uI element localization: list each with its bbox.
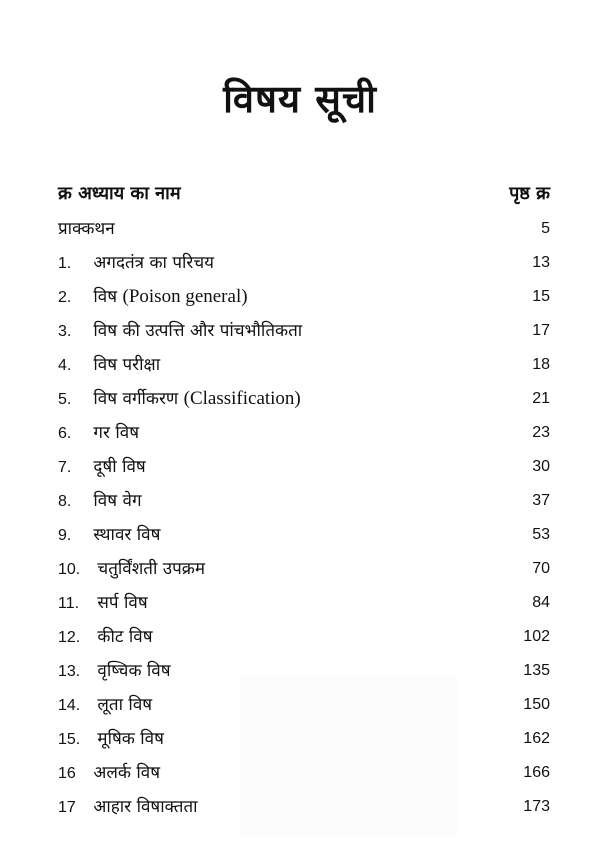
toc-entry-number: 5. <box>58 391 72 408</box>
toc-entry-page: 15 <box>532 288 550 305</box>
toc-entry-number: 2. <box>58 289 72 306</box>
toc-entry-number: 1. <box>58 255 72 272</box>
toc-entry-label: प्राक्कथन <box>58 219 115 239</box>
toc-entry-number: 12. <box>58 629 81 646</box>
toc-entry-label: गर विष <box>93 423 140 443</box>
toc-entry-label: मूषिक विष <box>97 729 164 749</box>
toc-list <box>58 214 550 826</box>
toc-entry[interactable] <box>58 486 550 520</box>
toc-entry-number: 9. <box>58 527 72 544</box>
toc-entry-label: लूता विष <box>97 695 153 715</box>
toc-entry[interactable] <box>58 452 550 486</box>
toc-entry[interactable] <box>58 418 550 452</box>
toc-entry-label: विष वेग <box>93 491 142 511</box>
toc-entry-number: 15. <box>58 731 81 748</box>
toc-entry-label: दूषी विष <box>93 457 146 477</box>
toc-entry-label: आहार विषाक्तता <box>93 797 198 817</box>
toc-entry-page: 53 <box>532 526 550 543</box>
toc-entry-page: 102 <box>523 628 550 645</box>
toc-entry-label: विष (Poison general) <box>93 286 248 307</box>
toc-entry-number: 14. <box>58 697 81 714</box>
toc-entry[interactable] <box>58 282 550 316</box>
toc-entry-preface[interactable] <box>58 214 550 248</box>
toc-header <box>58 180 550 208</box>
toc-entry-page: 17 <box>532 322 550 339</box>
toc-entry-label: सर्प विष <box>97 593 148 613</box>
toc-entry-label: स्थावर विष <box>93 525 161 545</box>
toc-entry-page: 166 <box>523 764 550 781</box>
toc-entry[interactable] <box>58 690 550 724</box>
toc-entry-number: 8. <box>58 493 72 510</box>
toc-entry[interactable] <box>58 792 550 826</box>
toc-entry-label: कीट विष <box>97 627 153 647</box>
toc-entry-number: 7. <box>58 459 72 476</box>
toc-entry-page: 150 <box>523 696 550 713</box>
toc-entry-number: 11. <box>58 595 80 612</box>
toc-header-page: पृष्ठ क्र <box>509 183 550 204</box>
toc-entry-page: 70 <box>532 560 550 577</box>
toc-entry-label: अलर्क विष <box>93 763 161 783</box>
toc-entry-number: 6. <box>58 425 72 442</box>
toc-entry[interactable] <box>58 588 550 622</box>
toc-entry-page: 30 <box>532 458 550 475</box>
toc-entry-page: 162 <box>523 730 550 747</box>
toc-entry-page: 13 <box>532 254 550 271</box>
toc-header-chapter: क्र अध्याय का नाम <box>58 183 181 204</box>
toc-entry[interactable] <box>58 758 550 792</box>
toc-entry[interactable] <box>58 656 550 690</box>
toc-entry[interactable] <box>58 520 550 554</box>
page-title: विषय सूची <box>223 77 377 121</box>
toc-entry-label: चतुर्विंशती उपक्रम <box>97 559 205 579</box>
toc-entry-number: 4. <box>58 357 72 374</box>
toc-entry[interactable] <box>58 724 550 758</box>
toc-entry-number: 13. <box>58 663 81 680</box>
toc-entry-english: (Classification) <box>183 388 301 409</box>
toc-entry[interactable] <box>58 384 550 418</box>
toc-entry-number: 16 <box>58 765 76 782</box>
toc-entry-number: 17 <box>58 799 76 816</box>
toc-entry[interactable] <box>58 316 550 350</box>
toc-entry-page: 21 <box>532 390 550 407</box>
toc-entry-label: विष की उत्पत्ति और पांचभौतिकता <box>93 321 303 341</box>
toc-entry-label: विष परीक्षा <box>93 355 161 375</box>
toc-entry[interactable] <box>58 554 550 588</box>
toc-entry-number: 10. <box>58 561 81 578</box>
toc-entry-page: 23 <box>532 424 550 441</box>
toc-entry-page: 18 <box>532 356 550 373</box>
toc-entry-number: 3. <box>58 323 72 340</box>
toc-entry[interactable] <box>58 622 550 656</box>
toc-entry-page: 84 <box>532 594 550 611</box>
toc-entry-label: वृष्चिक विष <box>97 661 171 681</box>
toc-entry-label: अगदतंत्र का परिचय <box>93 253 214 273</box>
toc-entry-label: विष वर्गीकरण (Classification) <box>93 388 301 409</box>
toc-entry-page: 37 <box>532 492 550 509</box>
toc-entry[interactable] <box>58 350 550 384</box>
toc-entry-english: (Poison general) <box>122 286 248 307</box>
toc-entry-page: 5 <box>541 220 550 237</box>
toc-entry-page: 135 <box>523 662 550 679</box>
toc-entry[interactable] <box>58 248 550 282</box>
toc-entry-page: 173 <box>523 798 550 815</box>
